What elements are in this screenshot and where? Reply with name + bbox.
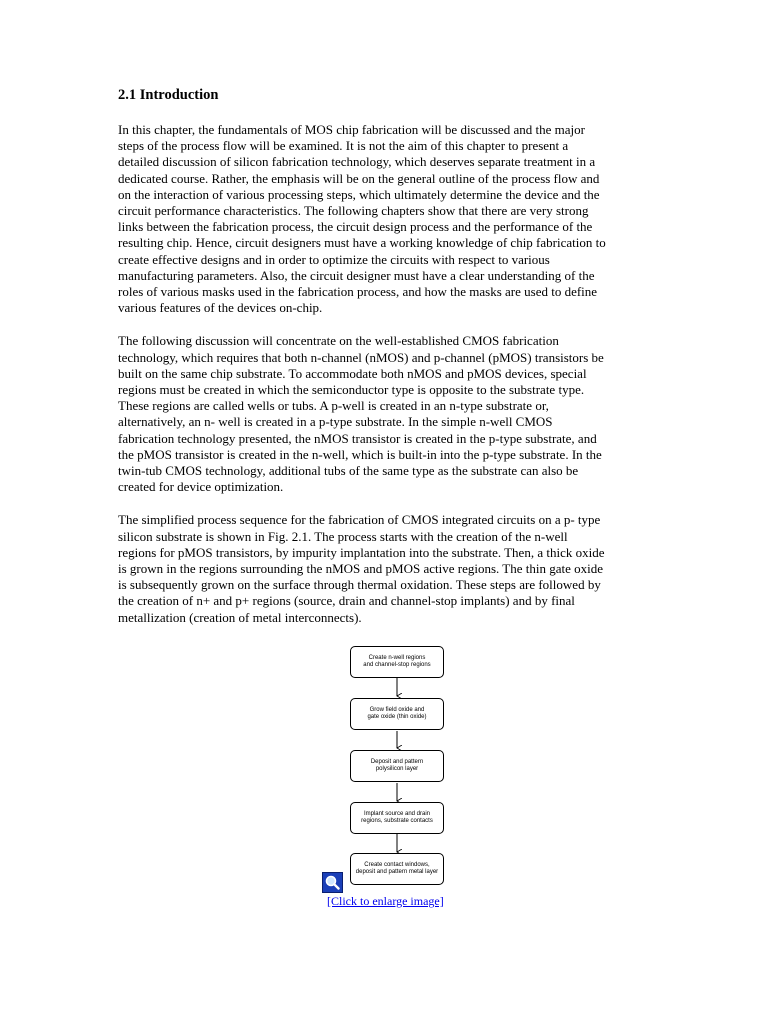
- text-line: metallization (creation of metal interconnects).: [118, 609, 362, 625]
- text-line: twin-tub CMOS technology, additional tubs of the same type as the substrate can also be: [118, 463, 579, 479]
- text-line: is grown in the regions surrounding the nMOS and pMOS active regions. The thin gate oxide: [118, 561, 604, 577]
- flow-step-text: polysilicon layer: [375, 766, 419, 772]
- flow-step-1: [350, 646, 444, 678]
- text-line: dedicated course. Rather, the emphasis will be on the general outline of the process flow and: [118, 170, 600, 186]
- text-line: various features of the devices on-chip.: [118, 300, 323, 316]
- flow-step-text: Create contact windows,: [364, 862, 430, 868]
- flow-step-text: Implant source and drain: [363, 811, 431, 817]
- text-line: circuit performance characteristics. The following chapters show that there are very strong: [118, 203, 589, 219]
- text-line: resulting chip. Hence, circuit designers must have a working knowledge of chip fabrication to: [118, 235, 606, 251]
- paragraph-1: [118, 122, 658, 316]
- text-line: fabrication technology presented, the nMOS transistor is created in the p-type substrate, and: [118, 430, 597, 446]
- process-flowchart: [338, 646, 460, 886]
- text-line: These regions are called wells or tubs. A p-well is created in an n-type substrate or,: [118, 398, 549, 414]
- text-line: on the interaction of various processing steps, which ultimately determine the device and the: [118, 186, 600, 202]
- enlarge-image-link[interactable]: [Click to enlarge image]: [327, 894, 444, 908]
- text-line: created for device optimization.: [118, 479, 284, 495]
- text-line: roles of various masks used in the fabrication process, and how the masks are used to define: [118, 284, 598, 300]
- text-line: In this chapter, the fundamentals of MOS chip fabrication will be discussed and the major: [118, 122, 585, 137]
- text-line: create effective designs and in order to optimize the circuits with respect to various: [118, 251, 550, 267]
- flow-step-text: Grow field oxide and: [369, 707, 425, 713]
- paragraph-2: [118, 333, 658, 495]
- flow-step-text: regions, substrate contacts: [361, 818, 433, 824]
- text-line: alternatively, an n- well is created in a p-type substrate. In the simple n-well CMOS: [118, 414, 553, 430]
- text-line: the creation of n+ and p+ regions (source, drain and channel-stop implants) and by final: [118, 593, 575, 609]
- flow-step-2: [350, 698, 444, 730]
- paragraph-3: [118, 512, 658, 625]
- text-line: manufacturing parameters. Also, the circuit designer must have a clear understanding of the: [118, 267, 595, 283]
- text-line: built on the same chip substrate. To accommodate both nMOS and pMOS devices, special: [118, 365, 587, 381]
- text-line: is subsequently grown on the surface through thermal oxidation. These steps are followed by: [118, 577, 601, 593]
- text-line: links between the fabrication process, the circuit design process and the performance of the: [118, 219, 593, 235]
- flow-step-text: Create n-well regions: [368, 655, 426, 661]
- text-line: regions must be created in which the semiconductor type is opposite to the substrate type.: [118, 382, 585, 398]
- magnifier-icon[interactable]: [322, 872, 343, 893]
- text-line: detailed discussion of silicon fabrication technology, which deserves separate treatment in a: [118, 154, 596, 170]
- text-line: The following discussion will concentrate on the well-established CMOS fabrication: [118, 333, 559, 349]
- flow-step-text: deposit and pattern metal layer: [355, 869, 439, 875]
- text-line: The simplified process sequence for the fabrication of CMOS integrated circuits on a p- type: [118, 512, 601, 528]
- text-line: technology, which requires that both n-channel (nMOS) and p-channel (pMOS) transistors be: [118, 349, 604, 365]
- flow-step-5: [350, 853, 444, 885]
- flow-step-4: [350, 802, 444, 834]
- section-heading: 2.1 Introduction: [118, 87, 219, 103]
- text-line: the pMOS transistor is created in the n-well, which is built-in into the p-type substrate. In the: [118, 446, 602, 462]
- flow-step-3: [350, 750, 444, 782]
- flow-step-text: gate oxide (thin oxide): [367, 714, 427, 720]
- document-page: [118, 86, 658, 643]
- text-line: regions for pMOS transistors, by impurity implantation into the substrate. Then, a thick oxide: [118, 544, 605, 560]
- text-line: silicon substrate is shown in Fig. 2.1. The process starts with the creation of the n-well: [118, 528, 568, 544]
- text-line: steps of the process flow will be examined. It is not the aim of this chapter to present a: [118, 138, 569, 154]
- flow-step-text: Deposit and pattern: [370, 759, 424, 765]
- flow-step-text: and channel-stop regions: [363, 662, 431, 668]
